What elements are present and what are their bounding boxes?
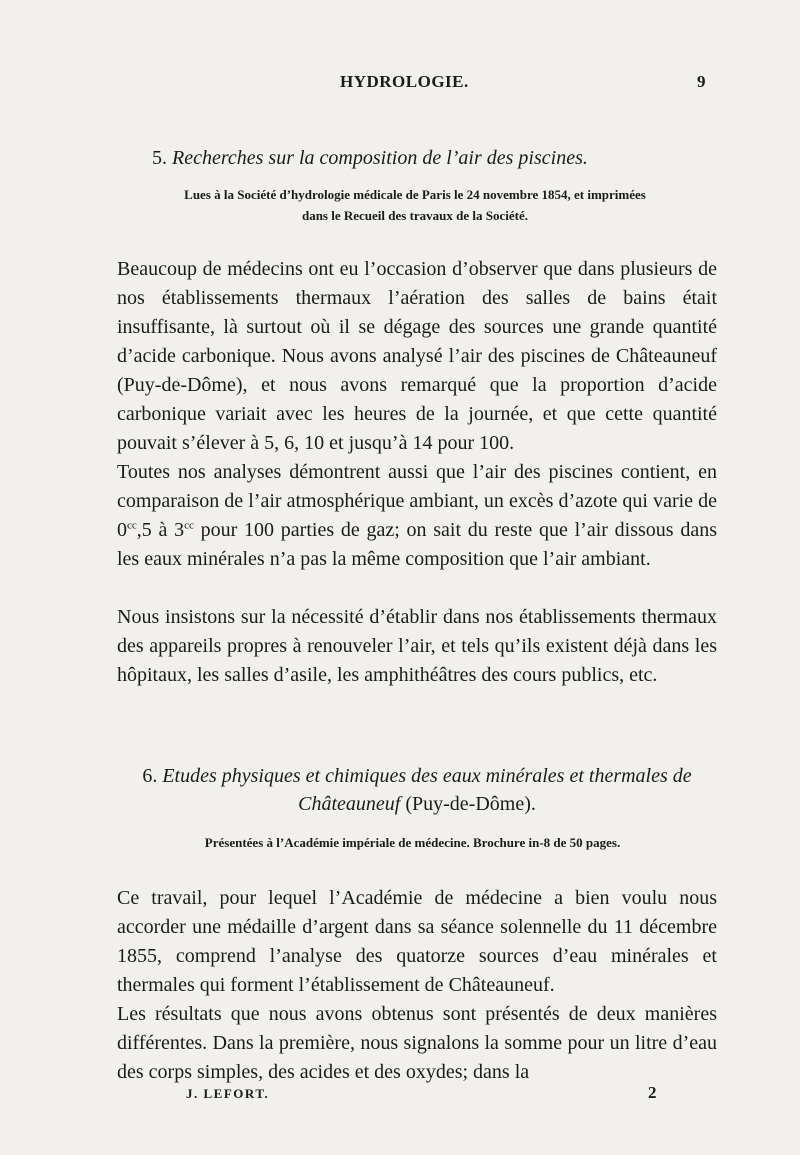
section-5-note-line1: Lues à la Société d’hydrologie médicale de Paris le 24 novembre 1854, et imprimées (184, 187, 646, 202)
section-5-body-2 (117, 458, 717, 574)
page-number: 9 (697, 72, 706, 91)
section-5-number: 5. (152, 147, 167, 169)
section-5-paragraph-2: Toutes nos analyses démontrent aussi que l’air des piscines contient, en comparaison de l’air atmosphérique ambiant, un excès d’azote qui varie de $0^{cc},5$ à $3^{cc}$ pour 100 parties de gaz; on sait du reste que l’air dissous dans les eaux minérales n’a pas la même composition que l’air ambiant. (117, 461, 717, 570)
page-header (0, 72, 800, 98)
section-6-heading (117, 762, 717, 818)
section-5-paragraph-3: Nous insistons sur la nécessité d’établir dans nos établissements thermaux des appareils propres à renouveler l’air, et tels qu’ils existent déjà dans les hôpitaux, les salles d’asile, les amphithéâtres des cours publics, etc. (117, 606, 717, 686)
section-6-number: 6. (142, 765, 158, 787)
section-6-paragraph-1: Ce travail, pour lequel l’Académie de médecine a bien voulu nous accorder une médaille d’argent dans sa séance solennelle du 11 décembre 1855, comprend l’analyse des quatorze sources d’eau minérales et thermales qui forment l’établissement de Châteauneuf. (117, 887, 717, 996)
section-5-title: Recherches sur la composition de l’air des piscines. (172, 147, 588, 169)
section-5-heading (152, 145, 712, 171)
signature-mark: 2 (648, 1083, 657, 1102)
page-footer (0, 1083, 800, 1108)
section-5-body (117, 255, 717, 458)
section-5-note (110, 184, 720, 226)
section-6-note-text: Présentées à l’Académie impériale de médecine. Brochure in-8 de 50 pages. (204, 835, 621, 850)
section-6-body (117, 884, 717, 1000)
section-6-title-place: (Puy-de-Dôme). (400, 793, 536, 815)
section-6-title: Etudes physiques et chimiques des eaux minérales et thermales de Châteauneuf (162, 765, 692, 815)
section-5-paragraph-1: Beaucoup de médecins ont eu l’occasion d’observer que dans plusieurs de nos établissements thermaux l’aération des salles de bains était insuffisante, là surtout où il se dégage des sources une grande quantité d’acide carbonique. Nous avons analysé l’air des piscines de Châteauneuf (Puy-de-Dôme), et nous avons remarqué que la proportion d’acide carbonique variait avec les heures de la journée, et que cette quantité pouvait s’élever à 5, 6, 10 et jusqu’à 14 pour 100. (117, 258, 717, 454)
running-title: HYDROLOGIE. (340, 72, 469, 91)
section-6-body-2 (117, 1000, 717, 1087)
section-5-note-line2: dans le Recueil des travaux de la Société. (301, 208, 529, 223)
section-6-paragraph-2: Les résultats que nous avons obtenus sont présentés de deux manières différentes. Dans la première, nous signalons la somme pour un litre d’eau des corps simples, des acides et des oxydes; dans la (117, 1003, 717, 1083)
author-signature: J. LEFORT. (186, 1086, 270, 1101)
section-6-note (120, 832, 705, 853)
section-5-body-3 (117, 603, 717, 690)
